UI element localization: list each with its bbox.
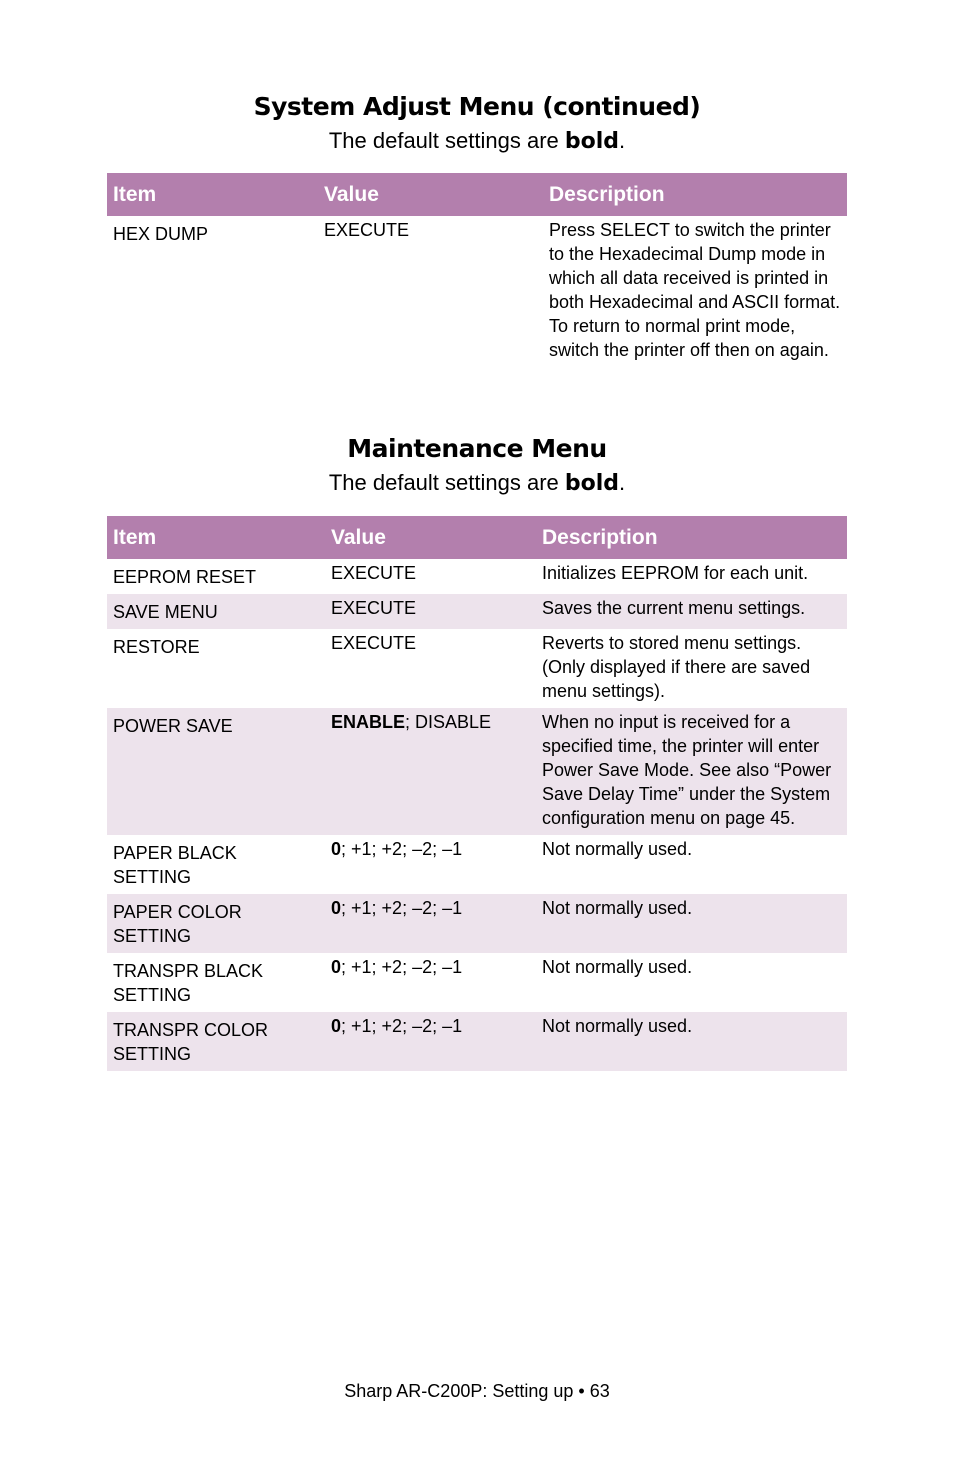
row-value xyxy=(325,835,536,894)
row-description: Not normally used. xyxy=(542,957,693,977)
row-value: EXECUTE xyxy=(324,220,410,240)
system-adjust-title: System Adjust Menu (continued) xyxy=(253,92,701,121)
table-row xyxy=(107,559,847,594)
row-description: Press SELECT to switch the printer to the Hexadecimal Dump mode in which all data received is printed in both Hexadecimal and ASCII format. To return to normal print mode, switch the printer off then on again. xyxy=(549,220,841,360)
table-row xyxy=(107,835,847,894)
maintenance-menu-subtitle xyxy=(0,470,954,496)
row-value xyxy=(325,1012,536,1071)
table-row xyxy=(107,594,847,629)
row-description: Reverts to stored menu settings. (Only displayed if there are saved menu settings). xyxy=(542,633,811,701)
column-header-value: Value xyxy=(318,173,543,216)
table-header-row xyxy=(107,516,847,559)
subtitle-text: The default settings are xyxy=(328,128,565,153)
subtitle-period: . xyxy=(619,128,626,153)
subtitle-bold-word: bold xyxy=(564,471,620,496)
row-item: EEPROM RESET xyxy=(113,567,257,587)
other-values: ; +1; +2; –2; –1 xyxy=(341,1016,463,1036)
table-header-row xyxy=(107,173,847,216)
row-description: Not normally used. xyxy=(536,1012,847,1071)
row-item: PAPER BLACK SETTING xyxy=(113,843,237,887)
row-description: Not normally used. xyxy=(542,839,693,859)
row-value xyxy=(325,708,536,835)
row-description: Initializes EEPROM for each unit. xyxy=(542,563,809,583)
default-value: 0 xyxy=(331,1016,342,1036)
other-values: ; +1; +2; –2; –1 xyxy=(341,957,463,977)
column-header-item: Item xyxy=(107,173,318,216)
maintenance-table xyxy=(107,516,847,1071)
table-row xyxy=(107,894,847,953)
row-item: TRANSPR COLOR SETTING xyxy=(107,1012,325,1071)
table-row xyxy=(107,216,847,367)
row-value xyxy=(325,894,536,953)
subtitle-period: . xyxy=(619,470,626,495)
system-adjust-table xyxy=(107,173,847,367)
default-value: 0 xyxy=(331,898,342,918)
row-value xyxy=(325,629,536,708)
default-value: 0 xyxy=(331,957,342,977)
other-values: EXECUTE xyxy=(331,633,417,653)
row-item: HEX DUMP xyxy=(113,224,209,244)
row-value xyxy=(325,953,536,1012)
page-footer: Sharp AR-C200P: Setting up • 63 xyxy=(344,1381,610,1401)
row-item: PAPER COLOR SETTING xyxy=(107,894,325,953)
row-value xyxy=(325,559,536,594)
subtitle-bold-word: bold xyxy=(564,129,620,154)
row-description: Not normally used. xyxy=(536,894,847,953)
other-values: ; +1; +2; –2; –1 xyxy=(341,839,463,859)
other-values: ; +1; +2; –2; –1 xyxy=(341,898,463,918)
row-item: TRANSPR BLACK SETTING xyxy=(113,961,264,1005)
default-value: ENABLE xyxy=(331,712,406,732)
column-header-item: Item xyxy=(107,516,325,559)
table-row xyxy=(107,953,847,1012)
table-row xyxy=(107,1012,847,1071)
row-description: Saves the current menu settings. xyxy=(536,594,847,629)
other-values: EXECUTE xyxy=(331,563,417,583)
table-row xyxy=(107,708,847,835)
column-header-value: Value xyxy=(325,516,536,559)
subtitle-text: The default settings are xyxy=(328,470,565,495)
row-value xyxy=(325,594,536,629)
other-values: EXECUTE xyxy=(331,598,417,618)
row-description: When no input is received for a specified time, the printer will enter Power Save Mode. See also “Power Save Delay Time” under the System configuration menu on page 45. xyxy=(536,708,847,835)
other-values: ; DISABLE xyxy=(405,712,492,732)
column-header-description: Description xyxy=(543,173,847,216)
table-row xyxy=(107,629,847,708)
row-item: POWER SAVE xyxy=(107,708,325,835)
default-value: 0 xyxy=(331,839,342,859)
system-adjust-subtitle xyxy=(0,128,954,154)
column-header-description: Description xyxy=(536,516,847,559)
row-item: RESTORE xyxy=(113,637,200,657)
row-item: SAVE MENU xyxy=(107,594,325,629)
maintenance-menu-title: Maintenance Menu xyxy=(347,434,607,463)
